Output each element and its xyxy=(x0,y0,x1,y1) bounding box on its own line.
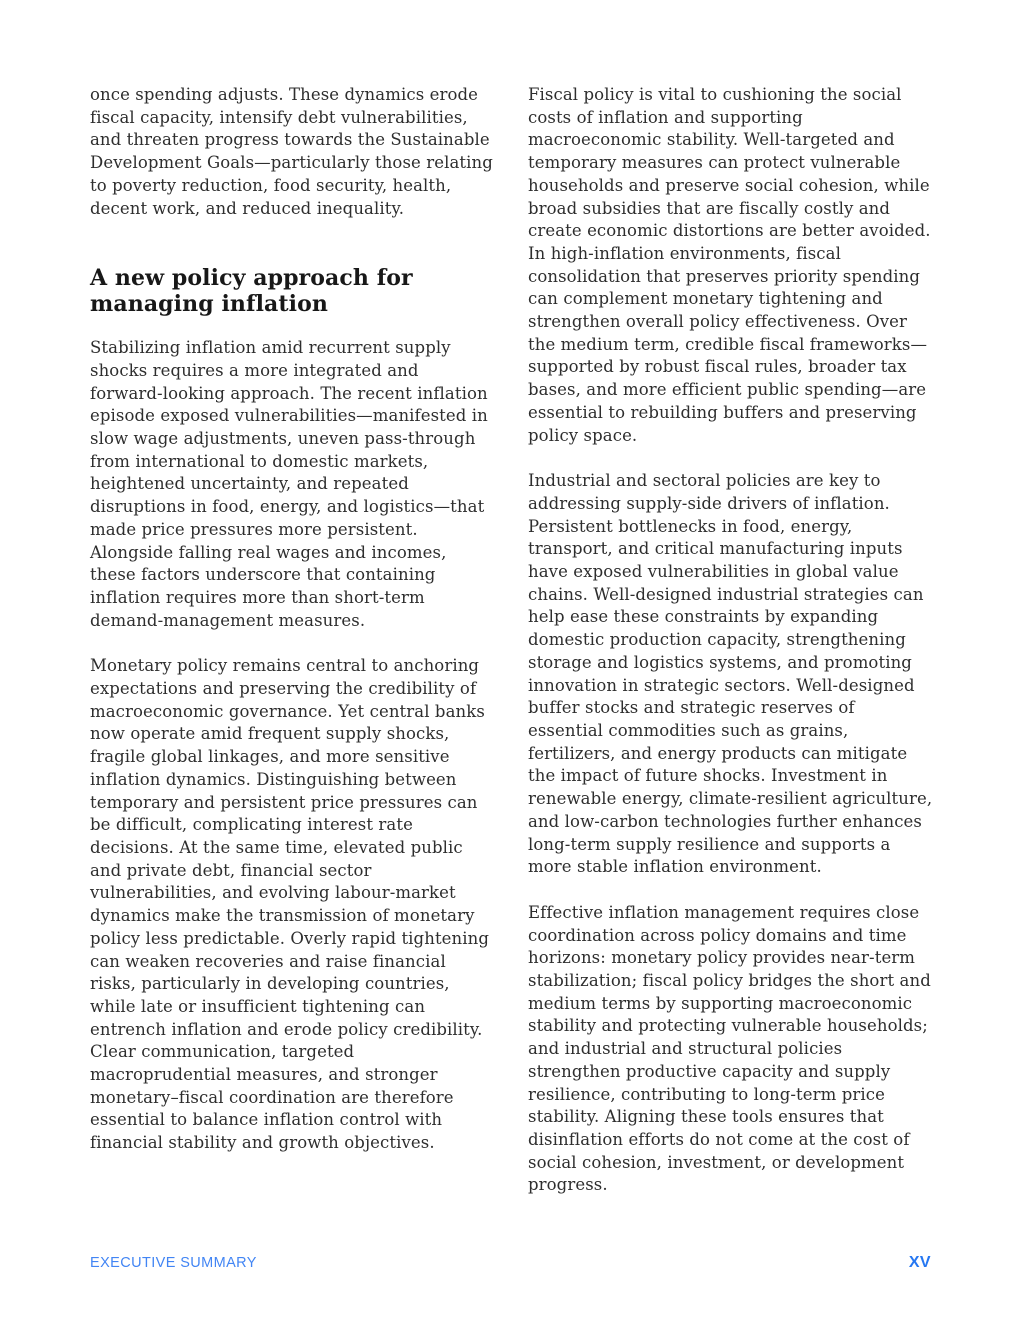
paragraph: Stabilizing inflation amid recurrent supply shocks requires a more integrated and forward-looking approach. The recent inflation episode exposed vulnerabilities—manifested in slow wage adjustments, uneven pass-through from international to domestic markets, heightened uncertainty, and repeated disruptions in food, energy, and logistics—that made price pressures more persistent. Alongside falling real wages and incomes, these factors underscore that containing inflation requires more than short-term demand-management measures. xyxy=(90,338,488,630)
paragraph: Fiscal policy is vital to cushioning the social costs of inflation and supporting macroeconomic stability. Well-targeted and temporary measures can protect vulnerable households and preserve social cohesion, while broad subsidies that are fiscally costly and create economic distortions are better avoided. In high-inflation environments, fiscal consolidation that preserves priority spending can complement monetary tightening and strengthen overall policy effectiveness. Over the medium term, credible fiscal frameworks—supported by robust fiscal rules, broader tax bases, and more efficient public spending—are essential to rebuilding buffers and preserving policy space. xyxy=(528,85,931,445)
footer-page-number: XV xyxy=(908,1254,931,1271)
right-column xyxy=(528,84,934,1220)
paragraph: Industrial and sectoral policies are key to addressing supply-side drivers of inflation. Persistent bottlenecks in food, energy, transport, and critical manufacturing inputs have exposed vulnerabilities in global value chains. Well-designed industrial strategies can help ease these constraints by expanding domestic production capacity, strengthening storage and logistics systems, and promoting innovation in strategic sectors. Well-designed buffer stocks and strategic reserves of essential commodities such as grains, fertilizers, and energy products can mitigate the impact of future shocks. Investment in renewable energy, climate-resilient agriculture, and low-carbon technologies further enhances long-term supply resilience and supports a more stable inflation environment. xyxy=(528,471,933,877)
footer-section-label: EXECUTIVE SUMMARY xyxy=(90,1255,257,1271)
paragraph: Effective inflation management requires close coordination across policy domains and time horizons: monetary policy provides near-term stabilization; fiscal policy bridges the short and medium terms by supporting macroeconomic stability and protecting vulnerable households; and industrial and structural policies strengthen productive capacity and supply resilience, contributing to long-term price stability. Aligning these tools ensures that disinflation efforts do not come at the cost of social cohesion, investment, or development progress. xyxy=(528,902,931,1195)
paragraph-continuation: once spending adjusts. These dynamics erode fiscal capacity, intensify debt vulnerabilities, and threaten progress towards the Sustainable Development Goals—particularly those relating to poverty reduction, food security, health, decent work, and reduced inequality. xyxy=(90,85,493,218)
text-columns xyxy=(90,84,934,1220)
page-footer xyxy=(90,1254,931,1272)
section-heading: A new policy approach for managing inflation xyxy=(90,265,413,318)
paragraph: Monetary policy remains central to anchoring expectations and preserving the credibility of macroeconomic governance. Yet central banks now operate amid frequent supply shocks, fragile global linkages, and more sensitive inflation dynamics. Distinguishing between temporary and persistent price pressures can be difficult, complicating interest rate decisions. At the same time, elevated public and private debt, financial sector vulnerabilities, and evolving labour-market dynamics make the transmission of monetary policy less predictable. Overly rapid tightening can weaken recoveries and raise financial risks, particularly in developing countries, while late or insufficient tightening can entrench inflation and erode policy credibility. Clear communication, targeted macroprudential measures, and stronger monetary–fiscal coordination are therefore essential to balance inflation control with financial stability and growth objectives. xyxy=(90,656,490,1153)
left-column xyxy=(90,84,496,1220)
